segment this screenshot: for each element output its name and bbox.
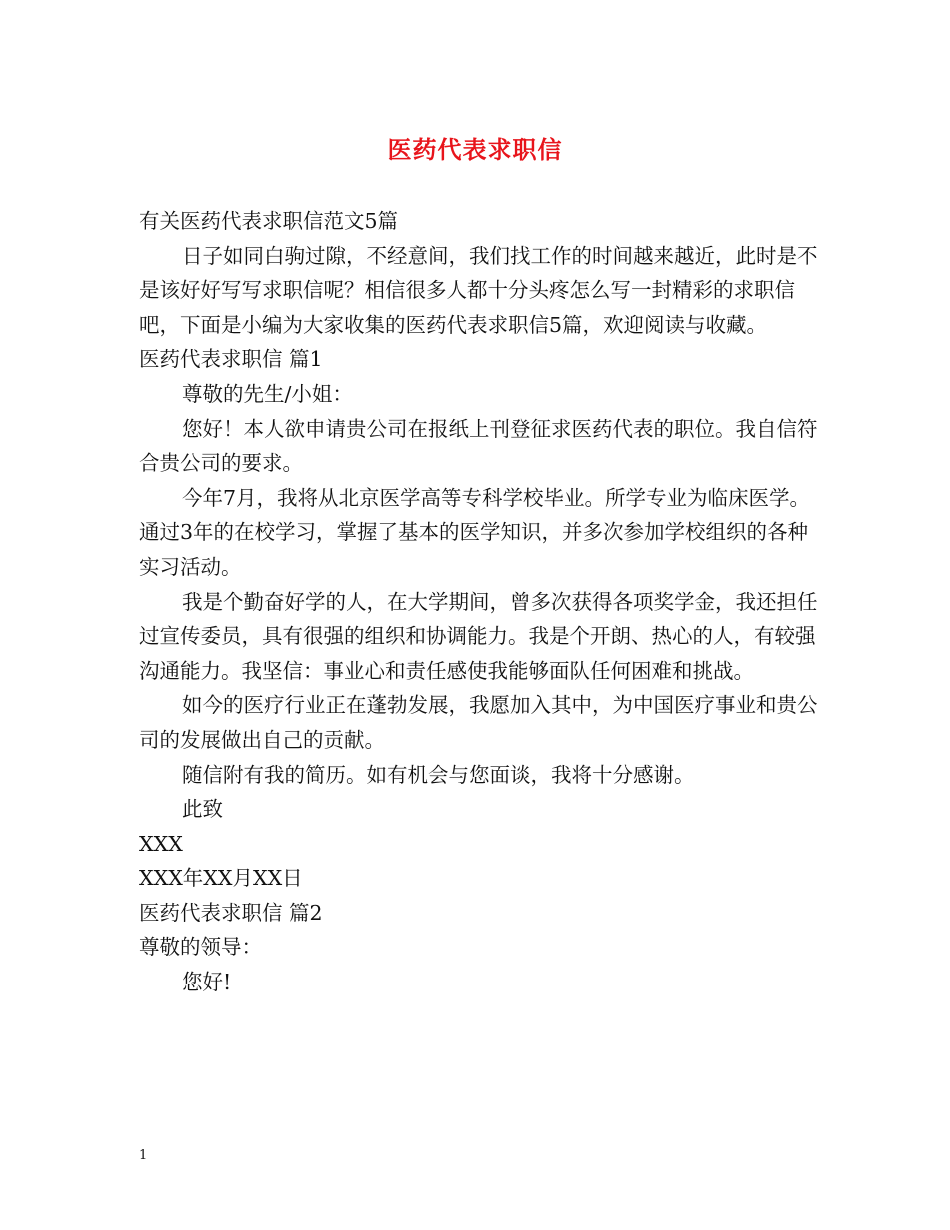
letter-paragraph: 我是个勤奋好学的人，在大学期间，曾多次获得各项奖学金，我还担任过宣传委员，具有很强的组织和协调能力。我是个开朗、热心的人，有较强沟通能力。我坚信：事业心和责任感使我能够面队任何困难和挑战。 bbox=[139, 589, 818, 683]
intro-heading: 有关医药代表求职信范文5篇 bbox=[139, 209, 399, 233]
document-body bbox=[139, 204, 819, 1000]
letter-salutation-2: 尊敬的领导： bbox=[139, 935, 262, 960]
letter-paragraph: 您好！本人欲申请贵公司在报纸上刊登征求医药代表的职位。我自信符合贵公司的要求。 bbox=[139, 416, 818, 476]
page-number: 1 bbox=[139, 1148, 148, 1163]
letter-greeting: 您好! bbox=[182, 970, 232, 995]
section-heading-2: 医药代表求职信 篇2 bbox=[139, 900, 323, 925]
letter-salutation-1: 尊敬的先生/小姐： bbox=[182, 381, 353, 406]
letter-signature: XXX bbox=[139, 831, 183, 856]
letter-paragraph: 随信附有我的简历。如有机会与您面谈，我将十分感谢。 bbox=[182, 762, 695, 787]
letter-paragraph: 如今的医疗行业正在蓬勃发展，我愿加入其中，为中国医疗事业和贵公司的发展做出自己的贡献。 bbox=[139, 693, 818, 752]
letter-date: XXX年XX月XX日 bbox=[139, 866, 303, 891]
document-title: 医药代表求职信 bbox=[387, 135, 563, 164]
section-heading-1: 医药代表求职信 篇1 bbox=[139, 347, 323, 372]
letter-paragraph: 今年7月，我将从北京医学高等专科学校毕业。所学专业为临床医学。通过3年的在校学习，掌握了基本的医学知识，并多次参加学校组织的各种实习活动。 bbox=[139, 485, 811, 579]
intro-paragraph: 日子如同白驹过隙，不经意间，我们找工作的时间越来越近，此时是不是该好好写写求职信呢？相信很多人都十分头疼怎么写一封精彩的求职信吧，下面是小编为大家收集的医药代表求职信5篇，欢迎阅读与收藏。 bbox=[139, 243, 818, 337]
letter-closing: 此致 bbox=[182, 797, 223, 822]
